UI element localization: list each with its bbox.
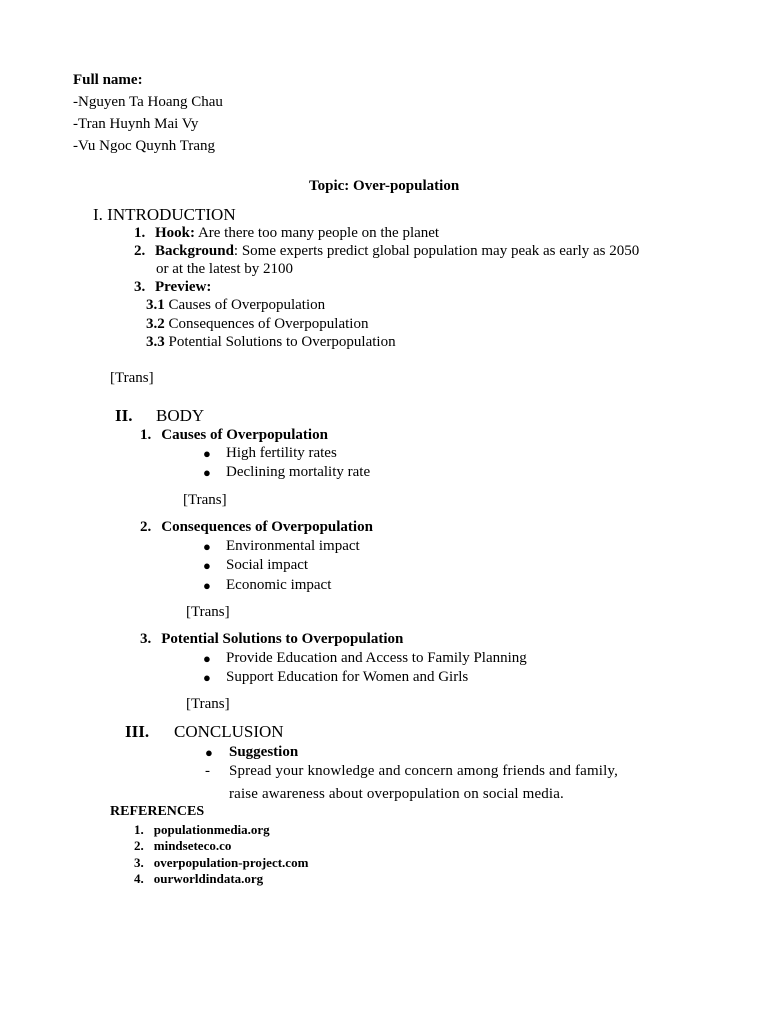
body-section-title: 1. Causes of Overpopulation <box>140 427 328 443</box>
bullet-icon: ● <box>203 465 211 480</box>
transition-note: [Trans] <box>183 492 227 508</box>
conclusion-numeral: III. <box>125 722 150 741</box>
author-name: -Vu Ngoc Quynh Trang <box>73 138 216 154</box>
reference-item: 2. mindseteco.co <box>134 838 232 853</box>
bullet-item: Environmental impact <box>226 538 360 554</box>
hook-item: 1. Hook: Are there too many people on the planet <box>134 225 440 241</box>
transition-note: [Trans] <box>110 370 154 386</box>
body-section-title: 2. Consequences of Overpopulation <box>140 519 373 535</box>
bullet-icon: ● <box>203 446 211 461</box>
bullet-item: Social impact <box>226 557 309 573</box>
reference-item: 4. ourworldindata.org <box>134 871 264 886</box>
body-heading: BODY <box>156 406 205 425</box>
background-item: 2. Background: Some experts predict global population may peak as early as 2050 <box>134 243 640 259</box>
transition-note: [Trans] <box>186 696 230 712</box>
body-numeral: II. <box>115 406 133 425</box>
bullet-icon: ● <box>203 651 211 666</box>
intro-heading: I. INTRODUCTION <box>93 205 236 224</box>
topic-title: Topic: Over-population <box>309 178 460 194</box>
bullet-item: Provide Education and Access to Family Planning <box>226 650 527 666</box>
reference-item: 1. populationmedia.org <box>134 822 270 837</box>
bullet-icon: ● <box>203 670 211 685</box>
bullet-item: Declining mortality rate <box>226 464 371 480</box>
conclusion-text: raise awareness about overpopulation on social media. <box>229 786 564 802</box>
bullet-icon: ● <box>203 578 211 593</box>
preview-subitem: 3.1 Causes of Overpopulation <box>146 297 326 313</box>
author-name: -Nguyen Ta Hoang Chau <box>73 94 223 110</box>
preview-subitem: 3.2 Consequences of Overpopulation <box>146 316 369 332</box>
bullet-icon: ● <box>203 539 211 554</box>
references-heading: REFERENCES <box>110 804 205 819</box>
body-section-title: 3. Potential Solutions to Overpopulation <box>140 631 404 647</box>
conclusion-text: Spread your knowledge and concern among friends and family, <box>229 763 619 779</box>
author-name: -Tran Huynh Mai Vy <box>73 116 199 132</box>
reference-item: 3. overpopulation-project.com <box>134 855 309 870</box>
bullet-item: High fertility rates <box>226 445 337 461</box>
dash-marker: - <box>205 763 210 779</box>
preview-item: 3. Preview: <box>134 279 212 295</box>
background-item-cont: or at the latest by 2100 <box>156 261 294 277</box>
bullet-icon: ● <box>205 745 213 760</box>
bullet-item: Economic impact <box>226 577 332 593</box>
preview-subitem: 3.3 Potential Solutions to Overpopulation <box>146 334 396 350</box>
bullet-icon: ● <box>203 558 211 573</box>
conclusion-heading: CONCLUSION <box>174 722 284 741</box>
suggestion-label: Suggestion <box>229 744 299 760</box>
transition-note: [Trans] <box>186 604 230 620</box>
bullet-item: Support Education for Women and Girls <box>226 669 469 685</box>
full-name-label: Full name: <box>73 72 143 88</box>
